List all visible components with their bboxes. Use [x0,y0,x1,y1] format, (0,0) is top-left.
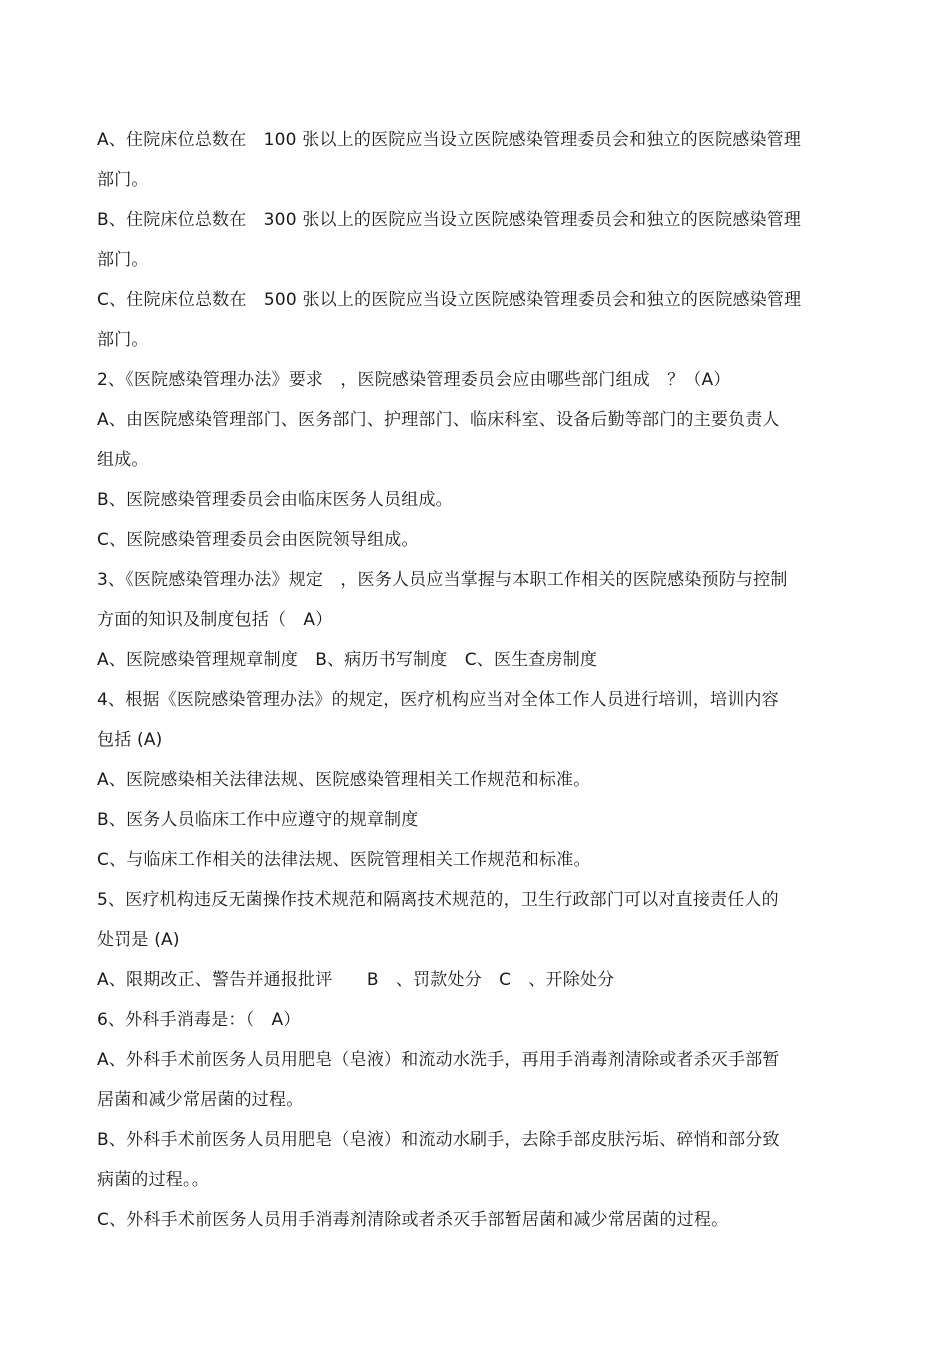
text-line: C、外科手术前医务人员用手消毒剂清除或者杀灭手部暂居菌和减少常居菌的过程。 [97,1210,729,1230]
text-line: B、外科手术前医务人员用肥皂（皂液）和流动水刷手，去除手部皮肤污垢、碎悄和部分致 [97,1130,780,1150]
text-line: 包括 (A) [97,730,163,750]
text-line: 部门。 [97,170,149,190]
text-line: 方面的知识及制度包括（ A） [97,610,333,630]
text-line: A、限期改正、警告并通报批评 B 、罚款处分 C 、开除处分 [97,970,615,990]
question-line: 4、根据《医院感染管理办法》的规定，医疗机构应当对全体工作人员进行培训，培训内容 [97,690,779,710]
question-line: 3、《医院感染管理办法》规定 ，医务人员应当掌握与本职工作相关的医院感染预防与控制 [97,570,788,590]
text-line: B、医院感染管理委员会由临床医务人员组成。 [97,490,453,510]
text-line: C、与临床工作相关的法律法规、医院管理相关工作规范和标准。 [97,850,591,870]
text-line: C、住院床位总数在 500 张以上的医院应当设立医院感染管理委员会和独立的医院感染管理 [97,290,802,310]
text-line: 部门。 [97,330,149,350]
text-line: A、医院感染管理规章制度 B、病历书写制度 C、医生查房制度 [97,650,598,670]
text-line: C、医院感染管理委员会由医院领导组成。 [97,530,419,550]
text-line: 居菌和减少常居菌的过程。 [97,1090,304,1110]
question-line: 2、《医院感染管理办法》要求 ，医院感染管理委员会应由哪些部门组成 ？（A） [97,370,731,390]
question-line: 5、医疗机构违反无菌操作技术规范和隔离技术规范的，卫生行政部门可以对直接责任人的 [97,890,779,910]
text-line: A、由医院感染管理部门、医务部门、护理部门、临床科室、设备后勤等部门的主要负责人 [97,410,780,430]
text-line: A、医院感染相关法律法规、医院感染管理相关工作规范和标准。 [97,770,591,790]
text-line: B、医务人员临床工作中应遵守的规章制度 [97,810,419,830]
question-line: 6、外科手消毒是：（ A） [97,1010,301,1030]
text-line: 部门。 [97,250,149,270]
text-line: 病菌的过程。。 [97,1170,209,1190]
text-line: A、住院床位总数在 100 张以上的医院应当设立医院感染管理委员会和独立的医院感染管理 [97,130,802,150]
text-line: B、住院床位总数在 300 张以上的医院应当设立医院感染管理委员会和独立的医院感染管理 [97,210,802,230]
text-line: 处罚是 (A) [97,930,180,950]
text-line: 组成。 [97,450,149,470]
text-line: A、外科手术前医务人员用肥皂（皂液）和流动水洗手，再用手消毒剂清除或者杀灭手部暂 [97,1050,780,1070]
document-body [97,120,837,1240]
